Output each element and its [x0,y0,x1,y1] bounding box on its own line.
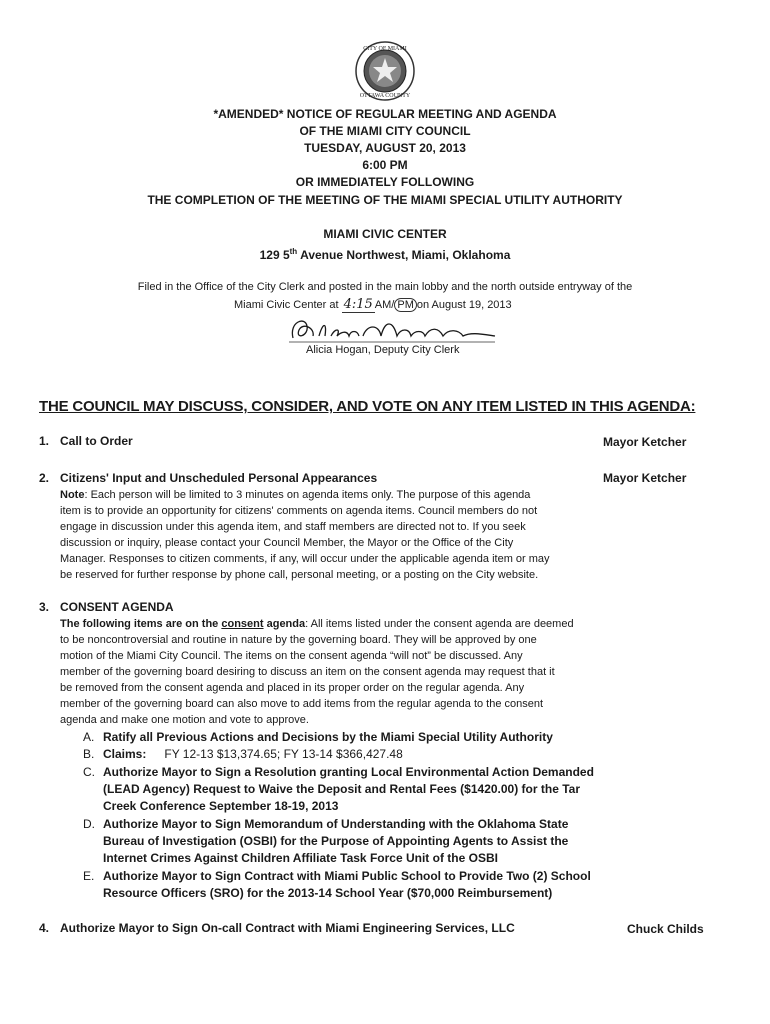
item-1-title: Call to Order [60,434,133,448]
filed-line-2: Miami Civic Center at 4:15 AM/ PM on August 19, 2013 [234,297,512,312]
header-line-1: *AMENDED* NOTICE OF REGULAR MEETING AND AGENDA [213,107,557,121]
item-4-title: Authorize Mayor to Sign On-call Contract with Miami Engineering Services, LLC [60,921,515,935]
svg-text:OTTAWA COUNTY: OTTAWA COUNTY [359,93,411,99]
subitem-c: C. Authorize Mayor to Sign a Resolution granting Local Environmental Action Demanded (LEAD Agency) Request to Waive the Deposit and Rental Fees ($1420.00) for the Tar Creek Conference September 18-19, 2013 [83,765,594,813]
header-line-3: TUESDAY, AUGUST 20, 2013 [304,141,466,155]
pm-circled: PM [394,298,417,312]
header-line-6: THE COMPLETION OF THE MEETING OF THE MIAMI SPECIAL UTILITY AUTHORITY [147,193,623,207]
item-2-num: 2. [39,471,50,485]
item-4-num: 4. [39,921,50,935]
header-line-5: OR IMMEDIATELY FOLLOWING [295,175,475,189]
header-line-4: 6:00 PM [362,158,408,172]
city-seal [354,40,416,102]
filed-time: 4:15 [343,297,373,312]
svg-text:CITY OF MIAMI: CITY OF MIAMI [363,46,407,52]
item-1-presenter: Mayor Ketcher [603,435,687,449]
signature-printed: Alicia Hogan, Deputy City Clerk [306,344,460,356]
item-1-num: 1. [39,434,50,448]
header-line-2: OF THE MIAMI CITY COUNCIL [299,124,471,138]
filed-line-1: Filed in the Office of the City Clerk and posted in the main lobby and the north outside entryway of the [137,281,633,293]
subitem-d: D. Authorize Mayor to Sign Memorandum of Understanding with the Oklahoma State Bureau of Investigation (OSBI) for the Purpose of Appointing Agents to Assist the Internet Crimes Against Children Affiliate Task Force Unit of the OSBI [83,817,569,865]
location-address: 129 5th Avenue Northwest, Miami, Oklahoma [259,247,511,262]
subitem-b: B. Claims: FY 12-13 $13,374.65; FY 13-14 $366,427.48 [83,747,403,761]
agenda-banner: THE COUNCIL MAY DISCUSS, CONSIDER, AND VOTE ON ANY ITEM LISTED IN THIS AGENDA: [39,398,696,415]
signature [285,312,500,346]
subitem-e: E. Authorize Mayor to Sign Contract with Miami Public School to Provide Two (2) School Resource Officers (SRO) for the 2013-14 School Year ($70,000 Reimbursement) [83,869,591,900]
item-2-title: Citizens' Input and Unscheduled Personal Appearances [60,471,378,485]
item-3-title: CONSENT AGENDA [60,600,174,614]
item-3-intro: The following items are on the consent agenda: All items listed under the consent agenda are deemed to be noncontroversial and routine in nature by the governing board. They will be approved by one motion of the Miami City Council. The items on the consent agenda “will not” be discussed. Any member of the governing board desiring to discuss an item on the consent agenda may request that it be removed from the consent agenda and placed in its proper order on the regular agenda. Any member of the governing board can also move to add items from the regular agenda to the consent agenda and make one motion and vote to approve. [60,618,574,726]
item-2-note: Note: Each person will be limited to 3 minutes on agenda items only. The purpose of this agenda item is to provide an opportunity for citizens' comments on agenda items. Council members do not engage in discussion under this agenda item, and staff members are directed not to. If you seek discussion or inquiry, please contact your Council Member, the Mayor or the Office of the City Manager. Responses to citizen comments, if any, will occur under the applicable agenda item or may be reserved for further response by phone call, personal meeting, or a posting on the City website. [60,489,550,581]
item-4-presenter: Chuck Childs [627,922,704,936]
item-2-presenter: Mayor Ketcher [603,471,687,485]
subitem-a: A. Ratify all Previous Actions and Decisions by the Miami Special Utility Authority [83,730,553,744]
item-3-num: 3. [39,600,50,614]
location-name: MIAMI CIVIC CENTER [323,227,447,241]
